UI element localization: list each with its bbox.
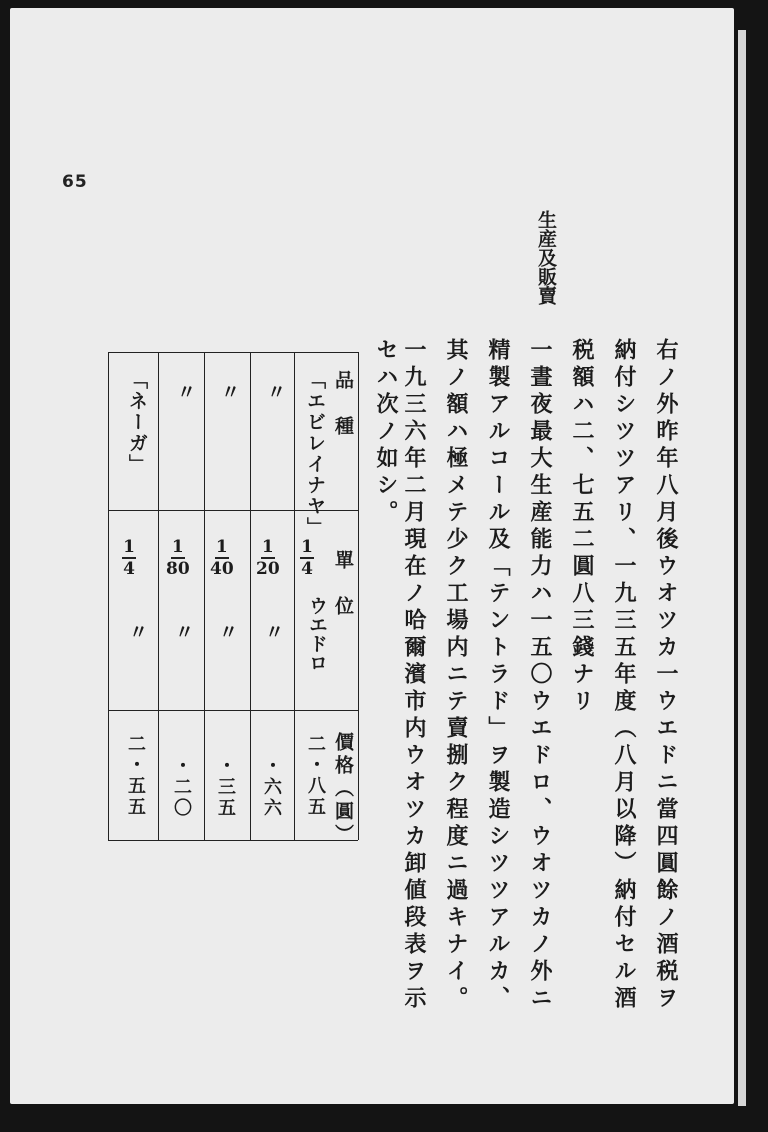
- table-col-divider: [204, 352, 205, 840]
- row-price: ・六六: [261, 756, 282, 819]
- body-line: 納付シツツアリ、一九三五年度（八月以降）納付セル酒: [611, 338, 637, 1013]
- fraction-numerator: 1: [261, 537, 274, 557]
- body-line: 精製アルコール及「テントラド」ヲ製造シツツアルカ、: [485, 338, 511, 1013]
- unit-fraction: [122, 538, 136, 578]
- row-unit-word: 〃: [216, 622, 238, 641]
- header-kind: 品 種: [332, 370, 354, 439]
- page-edge: [738, 30, 746, 1106]
- fraction-numerator: 1: [301, 537, 313, 557]
- section-heading: 生産及販賣: [535, 210, 557, 305]
- fraction-numerator: 1: [215, 537, 228, 557]
- row-kind: 〃: [218, 382, 240, 403]
- header-price: 價格（圓）: [332, 732, 354, 847]
- table-row-divider: [108, 710, 358, 711]
- fraction-numerator: 1: [171, 537, 184, 557]
- row-unit-word: 〃: [126, 622, 148, 641]
- price-table: [108, 352, 358, 847]
- table-col-divider: [250, 352, 251, 840]
- row-unit-word: 〃: [262, 622, 284, 641]
- fraction-denominator: 4: [123, 559, 135, 579]
- row-unit-word: 〃: [172, 622, 194, 641]
- body-line: 右ノ外昨年八月後ウオツカ一ウエドニ當四圓餘ノ酒税ヲ: [653, 338, 679, 1013]
- fraction-denominator: 80: [166, 559, 190, 579]
- table-col-divider: [294, 352, 295, 840]
- row-price: 二・八五: [305, 734, 326, 818]
- row-price: 二・五五: [125, 734, 146, 818]
- body-line: 税額ハ二、七五二圓八三錢ナリ: [569, 338, 595, 716]
- unit-fraction: [166, 538, 190, 578]
- row-kind: 「ネーガ」: [126, 370, 148, 475]
- table-border-top: [108, 352, 358, 353]
- page-number: 65: [62, 172, 88, 192]
- body-line: 一九三六年二月現在ノ哈爾濱市内ウオツカ卸値段表ヲ示: [401, 338, 427, 1013]
- unit-fraction: [300, 538, 314, 578]
- fraction-denominator: 20: [256, 559, 280, 579]
- fraction-denominator: 4: [301, 559, 313, 579]
- header-unit: 單 位: [332, 550, 354, 619]
- fraction-numerator: 1: [123, 537, 135, 557]
- row-price: ・二〇: [171, 756, 192, 819]
- row-kind: 〃: [174, 382, 196, 403]
- body-line: 其ノ額ハ極メテ少ク工場内ニテ賣捌ク程度ニ過キナイ。: [443, 338, 469, 1013]
- table-border-left: [108, 352, 109, 840]
- row-price: ・三五: [215, 756, 236, 819]
- body-line: 一晝夜最大生産能力ハ一五〇ウエドロ、ウオツカノ外ニ: [527, 338, 553, 1013]
- body-line: セハ次ノ如シ。: [373, 338, 399, 527]
- table-border-right: [358, 352, 359, 840]
- row-kind: 「エビレイナヤ」: [304, 370, 326, 538]
- table-col-divider: [158, 352, 159, 840]
- row-kind: 〃: [264, 382, 286, 403]
- fraction-denominator: 40: [210, 559, 234, 579]
- unit-fraction: [210, 538, 234, 578]
- unit-fraction: [256, 538, 280, 578]
- row-unit-word: ウエドロ: [306, 596, 328, 672]
- table-border-bottom: [108, 840, 358, 841]
